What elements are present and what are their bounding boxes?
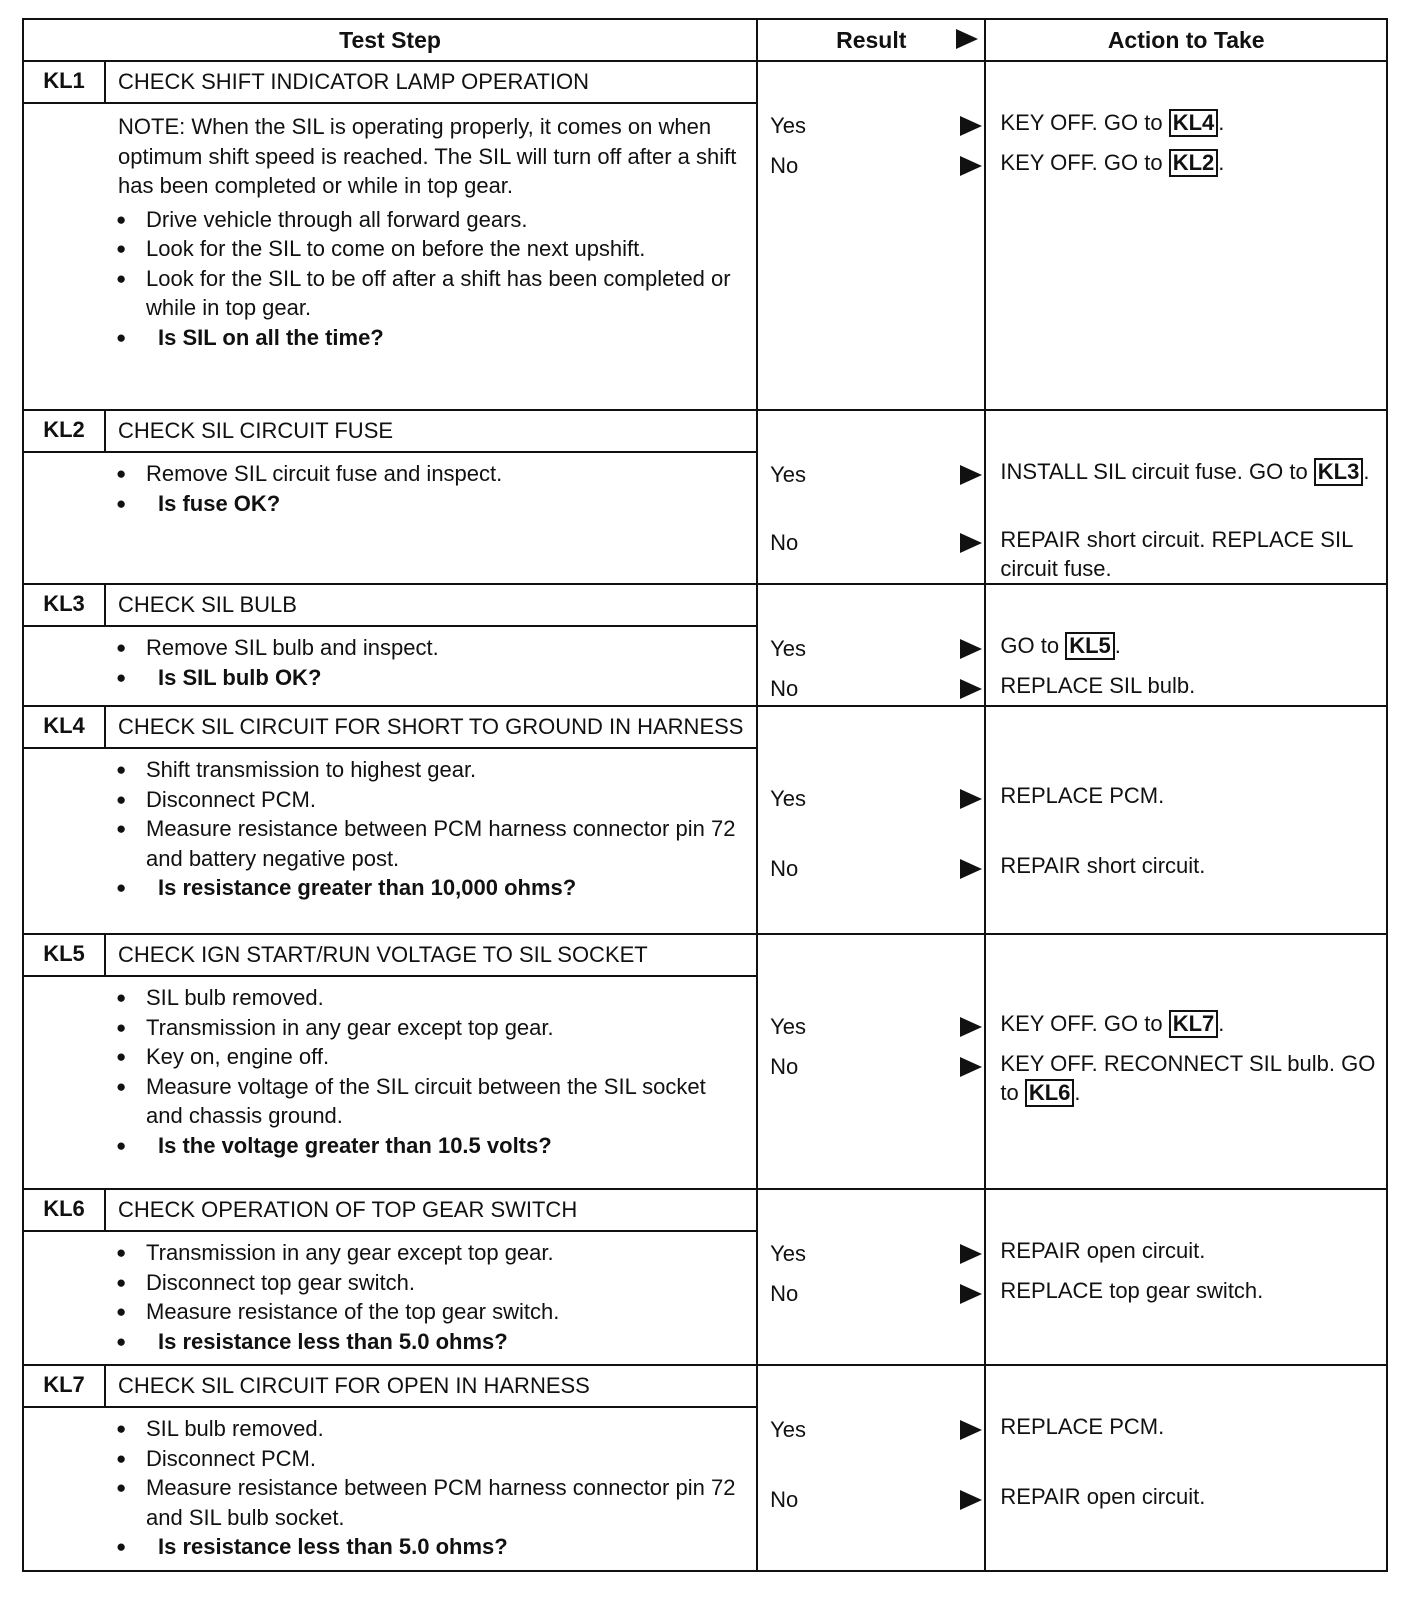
step-bullet-list <box>118 755 746 903</box>
step-reference-box[interactable]: KL5 <box>1065 632 1115 660</box>
arrow-right-icon <box>960 1017 982 1037</box>
result-yes <box>770 1013 806 1041</box>
result-no <box>770 529 798 557</box>
arrow-right-icon <box>960 116 982 136</box>
step-id: KL5 <box>24 935 106 975</box>
action-text <box>1000 1049 1380 1107</box>
step-body <box>24 453 756 526</box>
action-cell <box>985 410 1387 584</box>
test-step-cell <box>23 1365 757 1571</box>
step-bullet-list <box>118 1238 746 1356</box>
step-bullet: ● Remove SIL circuit fuse and inspect. <box>118 459 746 489</box>
step-body <box>24 977 756 1168</box>
step-reference-box[interactable]: KL6 <box>1025 1079 1075 1107</box>
step-title-bar <box>24 62 756 104</box>
step-reference-box[interactable]: KL2 <box>1169 149 1219 177</box>
step-bullet: ● SIL bulb removed. <box>118 983 746 1013</box>
step-bullet: ● Measure resistance between PCM harness connector pin 72 and battery negative post. <box>118 814 746 873</box>
result-yes <box>770 461 806 489</box>
step-question: ● Is resistance less than 5.0 ohms? <box>118 1532 746 1562</box>
result-no <box>770 855 798 883</box>
step-row-kl1 <box>23 61 1387 410</box>
step-question: ● Is resistance greater than 10,000 ohms? <box>118 873 746 903</box>
result-label: No <box>770 1054 799 1079</box>
arrow-right-icon <box>960 1057 982 1077</box>
step-bullet-list <box>118 633 746 692</box>
step-body <box>24 1408 756 1570</box>
result-cell <box>757 706 985 934</box>
action-instruction: KEY OFF. GO to <box>1000 1011 1169 1036</box>
action-instruction: REPAIR open circuit. <box>1000 1484 1206 1509</box>
step-bullet-list <box>118 983 746 1160</box>
arrow-right-icon <box>960 1284 982 1304</box>
result-label: Yes <box>770 1014 806 1039</box>
step-bullet: ● Disconnect top gear switch. <box>118 1268 746 1298</box>
step-body <box>24 749 756 911</box>
result-label: Yes <box>770 1241 806 1266</box>
test-step-cell <box>23 584 757 706</box>
step-title: CHECK SIL CIRCUIT FUSE <box>118 418 394 443</box>
action-text <box>1000 457 1380 486</box>
step-bullet: ● Measure voltage of the SIL circuit between the SIL socket and chassis ground. <box>118 1072 746 1131</box>
result-label: Yes <box>770 636 806 661</box>
action-text <box>1000 1009 1380 1038</box>
result-yes <box>770 112 806 140</box>
step-row-kl3 <box>23 584 1387 706</box>
action-cell <box>985 1189 1387 1365</box>
action-cell <box>985 1365 1387 1571</box>
step-row-kl5 <box>23 934 1387 1189</box>
action-instruction: REPAIR open circuit. <box>1000 1238 1206 1263</box>
step-question: ● Is fuse OK? <box>118 489 746 519</box>
action-tail: . <box>1363 459 1370 484</box>
result-no <box>770 675 798 703</box>
result-cell <box>757 410 985 584</box>
step-title: CHECK SIL CIRCUIT FOR SHORT TO GROUND IN HARNESS <box>118 714 744 739</box>
action-instruction: REPLACE PCM. <box>1000 1414 1165 1439</box>
result-label: No <box>770 1281 799 1306</box>
action-instruction: GO to <box>1000 633 1066 658</box>
step-title: CHECK IGN START/RUN VOLTAGE TO SIL SOCKET <box>118 942 648 967</box>
table-header-row <box>23 19 1387 61</box>
arrow-right-icon <box>960 1420 982 1440</box>
result-yes <box>770 785 806 813</box>
result-yes <box>770 1240 806 1268</box>
step-bullet: ● Measure resistance between PCM harness connector pin 72 and SIL bulb socket. <box>118 1473 746 1532</box>
diagnostic-table <box>22 18 1388 1572</box>
step-bullet: ● Shift transmission to highest gear. <box>118 755 746 785</box>
step-question: ● Is the voltage greater than 10.5 volts? <box>118 1131 746 1161</box>
step-bullet: ● Measure resistance of the top gear switch. <box>118 1297 746 1327</box>
action-tail: . <box>1218 110 1225 135</box>
step-bullet: ● Drive vehicle through all forward gears. <box>118 205 746 235</box>
step-reference-box[interactable]: KL4 <box>1169 109 1219 137</box>
step-title: CHECK SHIFT INDICATOR LAMP OPERATION <box>118 69 590 94</box>
action-tail: . <box>1218 1011 1225 1036</box>
action-tail: . <box>1218 150 1225 175</box>
step-bullet: ● Key on, engine off. <box>118 1042 746 1072</box>
step-id: KL4 <box>24 707 106 747</box>
arrow-right-icon <box>960 789 982 809</box>
arrow-right-icon <box>960 1490 982 1510</box>
action-cell <box>985 706 1387 934</box>
diagnostic-table-page <box>22 18 1388 1572</box>
test-step-cell <box>23 61 757 410</box>
arrow-right-icon <box>960 859 982 879</box>
result-label: Yes <box>770 786 806 811</box>
header-result <box>757 19 985 61</box>
action-instruction: REPAIR short circuit. REPLACE SIL circuit fuse. <box>1000 527 1353 581</box>
action-instruction: KEY OFF. GO to <box>1000 150 1169 175</box>
arrow-right-icon <box>956 29 978 49</box>
step-id: KL2 <box>24 411 106 451</box>
step-bullet: ● SIL bulb removed. <box>118 1414 746 1444</box>
action-text <box>1000 1412 1380 1441</box>
result-label: No <box>770 1487 799 1512</box>
step-body <box>24 1232 756 1364</box>
step-note: NOTE: When the SIL is operating properly, it comes on when optimum shift speed is reached. The SIL will turn off after a shift has been completed or while in top gear. <box>118 114 737 198</box>
result-no <box>770 1280 798 1308</box>
action-instruction: KEY OFF. RECONNECT SIL bulb. GO to <box>1000 1051 1376 1105</box>
action-text <box>1000 108 1380 137</box>
step-reference-box[interactable]: KL7 <box>1169 1010 1219 1038</box>
step-bullet: ● Remove SIL bulb and inspect. <box>118 633 746 663</box>
step-id: KL1 <box>24 62 106 102</box>
step-bullet: ● Transmission in any gear except top gear. <box>118 1238 746 1268</box>
action-text <box>1000 1236 1380 1265</box>
step-body <box>24 104 756 360</box>
step-row-kl6 <box>23 1189 1387 1365</box>
result-cell <box>757 61 985 410</box>
result-no <box>770 1053 798 1081</box>
header-test-step: Test Step <box>23 19 757 61</box>
step-bullet: ● Transmission in any gear except top gear. <box>118 1013 746 1043</box>
action-instruction: REPAIR short circuit. <box>1000 853 1206 878</box>
arrow-right-icon <box>960 465 982 485</box>
result-cell <box>757 1189 985 1365</box>
result-label: Yes <box>770 1417 806 1442</box>
test-step-cell <box>23 706 757 934</box>
test-step-cell <box>23 934 757 1189</box>
result-label: No <box>770 676 799 701</box>
action-tail: . <box>1074 1080 1081 1105</box>
action-cell <box>985 584 1387 706</box>
result-label: Yes <box>770 113 806 138</box>
step-id: KL7 <box>24 1366 106 1406</box>
result-no <box>770 1486 798 1514</box>
step-question: ● Is resistance less than 5.0 ohms? <box>118 1327 746 1357</box>
header-action: Action to Take <box>985 19 1387 61</box>
result-cell <box>757 934 985 1189</box>
result-yes <box>770 635 806 663</box>
result-label: No <box>770 856 799 881</box>
test-step-cell <box>23 410 757 584</box>
step-title: CHECK OPERATION OF TOP GEAR SWITCH <box>118 1197 578 1222</box>
action-text <box>1000 781 1380 810</box>
arrow-right-icon <box>960 156 982 176</box>
action-text <box>1000 671 1380 700</box>
step-row-kl2 <box>23 410 1387 584</box>
step-id: KL6 <box>24 1190 106 1230</box>
action-text <box>1000 148 1380 177</box>
step-question: ● Is SIL bulb OK? <box>118 663 746 693</box>
result-cell <box>757 584 985 706</box>
action-cell <box>985 934 1387 1189</box>
result-label: Yes <box>770 462 806 487</box>
step-id: KL3 <box>24 585 106 625</box>
action-text <box>1000 525 1380 583</box>
action-instruction: REPLACE SIL bulb. <box>1000 673 1196 698</box>
step-bullet-list <box>118 459 746 518</box>
step-title-bar <box>24 585 756 627</box>
arrow-right-icon <box>960 679 982 699</box>
step-title-bar <box>24 707 756 749</box>
action-tail: . <box>1114 633 1121 658</box>
step-row-kl7 <box>23 1365 1387 1571</box>
result-label: No <box>770 153 799 178</box>
header-result-label: Result <box>836 26 907 53</box>
step-bullet: ● Look for the SIL to be off after a shift has been completed or while in top gear. <box>118 264 746 323</box>
action-instruction: REPLACE top gear switch. <box>1000 1278 1264 1303</box>
step-title: CHECK SIL BULB <box>118 592 297 617</box>
action-text <box>1000 851 1380 880</box>
arrow-right-icon <box>960 533 982 553</box>
action-text <box>1000 1276 1380 1305</box>
result-cell <box>757 1365 985 1571</box>
action-text <box>1000 631 1380 660</box>
action-text <box>1000 1482 1380 1511</box>
action-cell <box>985 61 1387 410</box>
arrow-right-icon <box>960 639 982 659</box>
step-bullet-list <box>118 1414 746 1562</box>
step-title-bar <box>24 411 756 453</box>
step-bullet: ● Disconnect PCM. <box>118 1444 746 1474</box>
result-no <box>770 152 798 180</box>
step-body <box>24 627 756 700</box>
step-question: ● Is SIL on all the time? <box>118 323 746 353</box>
step-title-bar <box>24 1366 756 1408</box>
step-row-kl4 <box>23 706 1387 934</box>
step-bullet: ● Disconnect PCM. <box>118 785 746 815</box>
arrow-right-icon <box>960 1244 982 1264</box>
result-yes <box>770 1416 806 1444</box>
step-title-bar <box>24 935 756 977</box>
step-bullet-list <box>118 205 746 353</box>
step-title-bar <box>24 1190 756 1232</box>
action-instruction: INSTALL SIL circuit fuse. GO to <box>1000 459 1314 484</box>
result-label: No <box>770 530 799 555</box>
action-instruction: REPLACE PCM. <box>1000 783 1165 808</box>
step-reference-box[interactable]: KL3 <box>1314 458 1364 486</box>
action-instruction: KEY OFF. GO to <box>1000 110 1169 135</box>
step-bullet: ● Look for the SIL to come on before the next upshift. <box>118 234 746 264</box>
step-title: CHECK SIL CIRCUIT FOR OPEN IN HARNESS <box>118 1373 590 1398</box>
test-step-cell <box>23 1189 757 1365</box>
